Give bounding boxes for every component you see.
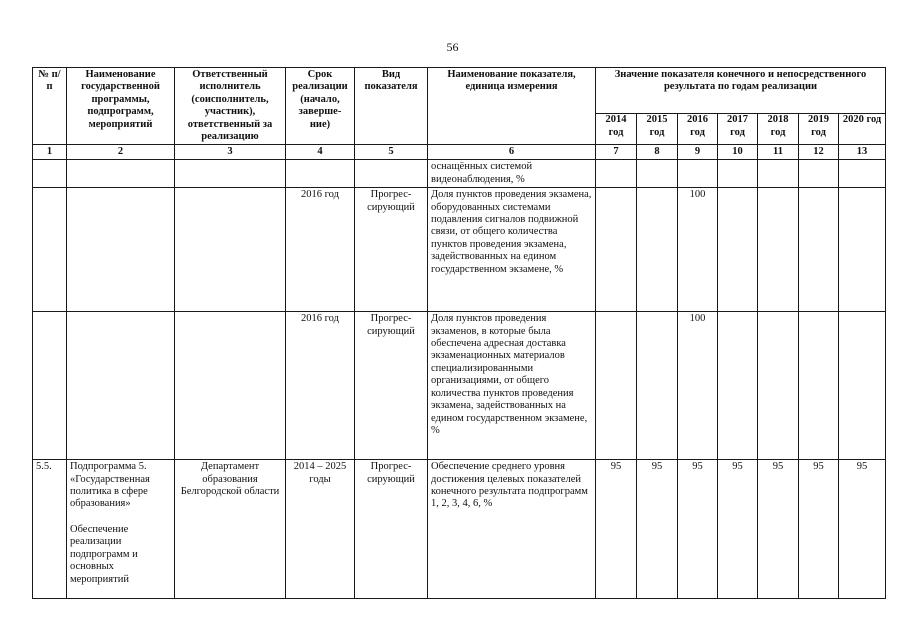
cell-value: 100: [678, 312, 718, 460]
cell-value: 95: [718, 460, 758, 599]
column-number: 9: [678, 145, 718, 160]
cell-value: 100: [678, 188, 718, 312]
cell-executor: [175, 188, 286, 312]
cell-value: [596, 312, 637, 460]
column-number: 4: [286, 145, 355, 160]
column-number: 6: [428, 145, 596, 160]
cell-kind: Прогрес-сирующий: [355, 312, 428, 460]
column-number: 7: [596, 145, 637, 160]
table-row: [33, 160, 886, 188]
cell-value: [718, 188, 758, 312]
header-kind: Вид показателя: [355, 68, 428, 145]
header-program: Наименование государственной программы, подпрограмм, мероприятий: [67, 68, 175, 145]
cell-value: 95: [839, 460, 886, 599]
cell-period: [286, 160, 355, 188]
column-number: 12: [799, 145, 839, 160]
cell-value: [637, 312, 678, 460]
cell-program: [67, 460, 175, 599]
header-indicator: Наименование показателя, единица измерения: [428, 68, 596, 145]
header-year: 2020 год: [839, 114, 886, 145]
cell-period: 2016 год: [286, 188, 355, 312]
cell-period: 2014 – 2025 годы: [286, 460, 355, 599]
cell-value: 95: [637, 460, 678, 599]
column-numbers-row: [33, 145, 886, 160]
cell-value: [839, 188, 886, 312]
header-num: № п/п: [33, 68, 67, 145]
cell-value: [596, 188, 637, 312]
table-row: [33, 312, 886, 460]
table-row: [33, 188, 886, 312]
subprogram-activity: Обеспечение реализации подпрограмм и основных мероприятий: [70, 523, 138, 585]
header-year: 2018 год: [758, 114, 799, 145]
header-year: 2016 год: [678, 114, 718, 145]
cell-value: [758, 160, 799, 188]
table-row: [33, 460, 886, 599]
cell-indicator: оснащённых системой видеонаблюдения, %: [428, 160, 596, 188]
header-year: 2017 год: [718, 114, 758, 145]
cell-value: [799, 160, 839, 188]
cell-executor: [175, 312, 286, 460]
cell-value: [718, 312, 758, 460]
cell-num: [33, 160, 67, 188]
cell-value: [839, 312, 886, 460]
cell-value: [596, 160, 637, 188]
header-row: [33, 68, 886, 114]
column-number: 10: [718, 145, 758, 160]
page-number: 56: [446, 40, 459, 54]
cell-value: [758, 312, 799, 460]
cell-value: 95: [678, 460, 718, 599]
cell-value: 95: [799, 460, 839, 599]
cell-value: [637, 188, 678, 312]
header-executor: Ответственный исполнитель (соисполнитель, участник), ответственный за реализацию: [175, 68, 286, 145]
cell-indicator: Доля пунктов проведения экзаменов, в которые была обеспечена адресная доставка экзаменационных материалов специализированными организациями, от общего количества пунктов проведения экзамена, задействованных на едином государственном экзамене, %: [428, 312, 596, 460]
cell-program: [67, 188, 175, 312]
cell-num: [33, 312, 67, 460]
cell-kind: [355, 160, 428, 188]
cell-executor: Департамент образования Белгородской области: [175, 460, 286, 599]
header-year: 2015 год: [637, 114, 678, 145]
cell-value: [678, 160, 718, 188]
column-number: 1: [33, 145, 67, 160]
indicators-table: [32, 67, 886, 599]
cell-value: [839, 160, 886, 188]
column-number: 5: [355, 145, 428, 160]
cell-num: [33, 188, 67, 312]
cell-kind: Прогрес-сирующий: [355, 188, 428, 312]
cell-executor: [175, 160, 286, 188]
column-number: 13: [839, 145, 886, 160]
cell-value: 95: [596, 460, 637, 599]
subprogram-title: Подпрограмма 5. «Государственная политика в сфере образования»: [70, 461, 150, 510]
cell-value: [758, 188, 799, 312]
column-number: 2: [67, 145, 175, 160]
header-year: 2019 год: [799, 114, 839, 145]
cell-value: [637, 160, 678, 188]
cell-indicator: Обеспечение среднего уровня достижения целевых показателей конечного результата подпрограмм 1, 2, 3, 4, 6, %: [428, 460, 596, 599]
cell-period: 2016 год: [286, 312, 355, 460]
column-number: 3: [175, 145, 286, 160]
cell-num: 5.5.: [33, 460, 67, 599]
cell-program: [67, 312, 175, 460]
column-number: 8: [637, 145, 678, 160]
cell-indicator: Доля пунктов проведения экзамена, оборудованных системами подавления сигналов подвижной связи, от общего количества пунктов проведения экзамена, задействованных на едином государственном экзамене, %: [428, 188, 596, 312]
cell-kind: Прогрес-сирующий: [355, 460, 428, 599]
cell-program: [67, 160, 175, 188]
cell-value: 95: [758, 460, 799, 599]
header-year: 2014 год: [596, 114, 637, 145]
cell-value: [718, 160, 758, 188]
header-period: Срок реализации (начало, заверше-ние): [286, 68, 355, 145]
cell-value: [799, 188, 839, 312]
column-number: 11: [758, 145, 799, 160]
cell-value: [799, 312, 839, 460]
header-values: Значение показателя конечного и непосредственного результата по годам реализации: [596, 68, 886, 114]
